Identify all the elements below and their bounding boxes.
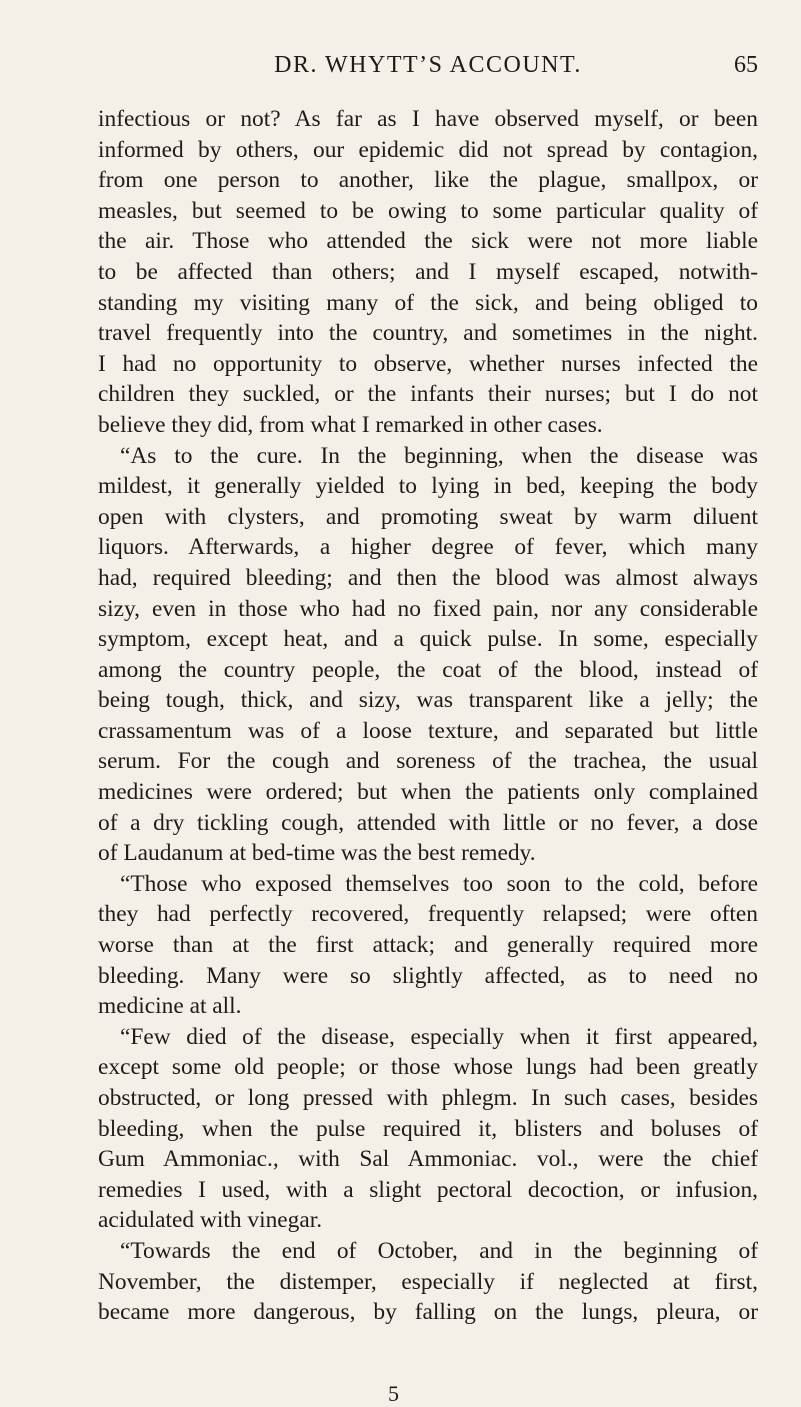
text-line: acidulated with vinegar. (98, 1207, 323, 1234)
text-line: the air. Those who attended the sick were not more liable (98, 228, 758, 255)
running-head: DR. WHYTT’S ACCOUNT. (274, 52, 582, 78)
text-line: sizy, even in those who had no fixed pain, nor any considerable (98, 595, 758, 622)
text-line: of Laudanum at bed-time was the best remedy. (98, 840, 536, 867)
text-line: liquors. Afterwards, a higher degree of fever, which many (98, 534, 758, 561)
text-line: being tough, thick, and sizy, was transparent like a jelly; the (98, 687, 758, 714)
text-line: worse than at the first attack; and generally required more (98, 932, 758, 959)
text-line: informed by others, our epidemic did not spread by contagion, (98, 136, 758, 163)
text-line: became more dangerous, by falling on the lungs, pleura, or (98, 1299, 758, 1326)
text-line: standing my visiting many of the sick, and being obliged to (98, 289, 758, 316)
text-line: “Those who exposed themselves too soon to the cold, before (120, 870, 758, 897)
text-line: serum. For the cough and soreness of the trachea, the usual (98, 748, 758, 775)
text-line: remedies I used, with a slight pectoral decoction, or infusion, (98, 1176, 758, 1203)
text-line: children they suckled, or the infants their nurses; but I do not (98, 381, 758, 408)
text-line: measles, but seemed to be owing to some particular quality of (98, 197, 758, 224)
text-line: believe they did, from what I remarked in other cases. (98, 411, 603, 438)
text-line: among the country people, the coat of the blood, instead of (98, 656, 758, 683)
text-line: “As to the cure. In the beginning, when the disease was (120, 442, 758, 469)
text-line: to be affected than others; and I myself escaped, notwith- (98, 258, 758, 285)
text-line: bleeding, when the pulse required it, blisters and boluses of (98, 1115, 758, 1142)
text-line: symptom, except heat, and a quick pulse. In some, especially (98, 626, 758, 653)
text-line: open with clysters, and promoting sweat by warm diluent (98, 503, 758, 530)
text-line: crassamentum was of a loose texture, and separated but little (98, 717, 758, 744)
text-line: from one person to another, like the plague, smallpox, or (98, 167, 758, 194)
text-line: November, the distemper, especially if neglected at first, (98, 1268, 758, 1295)
text-line: “Few died of the disease, especially when it first appeared, (120, 1023, 758, 1050)
text-line: “Towards the end of October, and in the beginning of (120, 1237, 758, 1264)
text-line: except some old people; or those whose lungs had been greatly (98, 1054, 758, 1081)
signature-mark: 5 (388, 1381, 399, 1406)
text-line: Gum Ammoniac., with Sal Ammoniac. vol., were the chief (98, 1146, 758, 1173)
text-line: mildest, it generally yielded to lying in bed, keeping the body (98, 473, 758, 500)
text-line: obstructed, or long pressed with phlegm. In such cases, besides (98, 1085, 758, 1111)
page-number: 65 (734, 52, 758, 78)
text-line: had, required bleeding; and then the blood was almost always (98, 564, 758, 591)
text-line: medicines were ordered; but when the patients only complained (98, 779, 758, 806)
text-line: infectious or not? As far as I have observed myself, or been (98, 106, 758, 132)
text-line: they had perfectly recovered, frequently relapsed; were often (98, 901, 758, 928)
body-text (98, 104, 758, 1328)
text-line: of a dry tickling cough, attended with little or no fever, a dose (98, 809, 758, 836)
text-line: I had no opportunity to observe, whether nurses infected the (98, 350, 758, 377)
page-header (98, 52, 758, 86)
text-line: bleeding. Many were so slightly affected, as to need no (98, 962, 758, 989)
text-line: medicine at all. (98, 993, 242, 1020)
text-line: travel frequently into the country, and sometimes in the night. (98, 320, 758, 347)
